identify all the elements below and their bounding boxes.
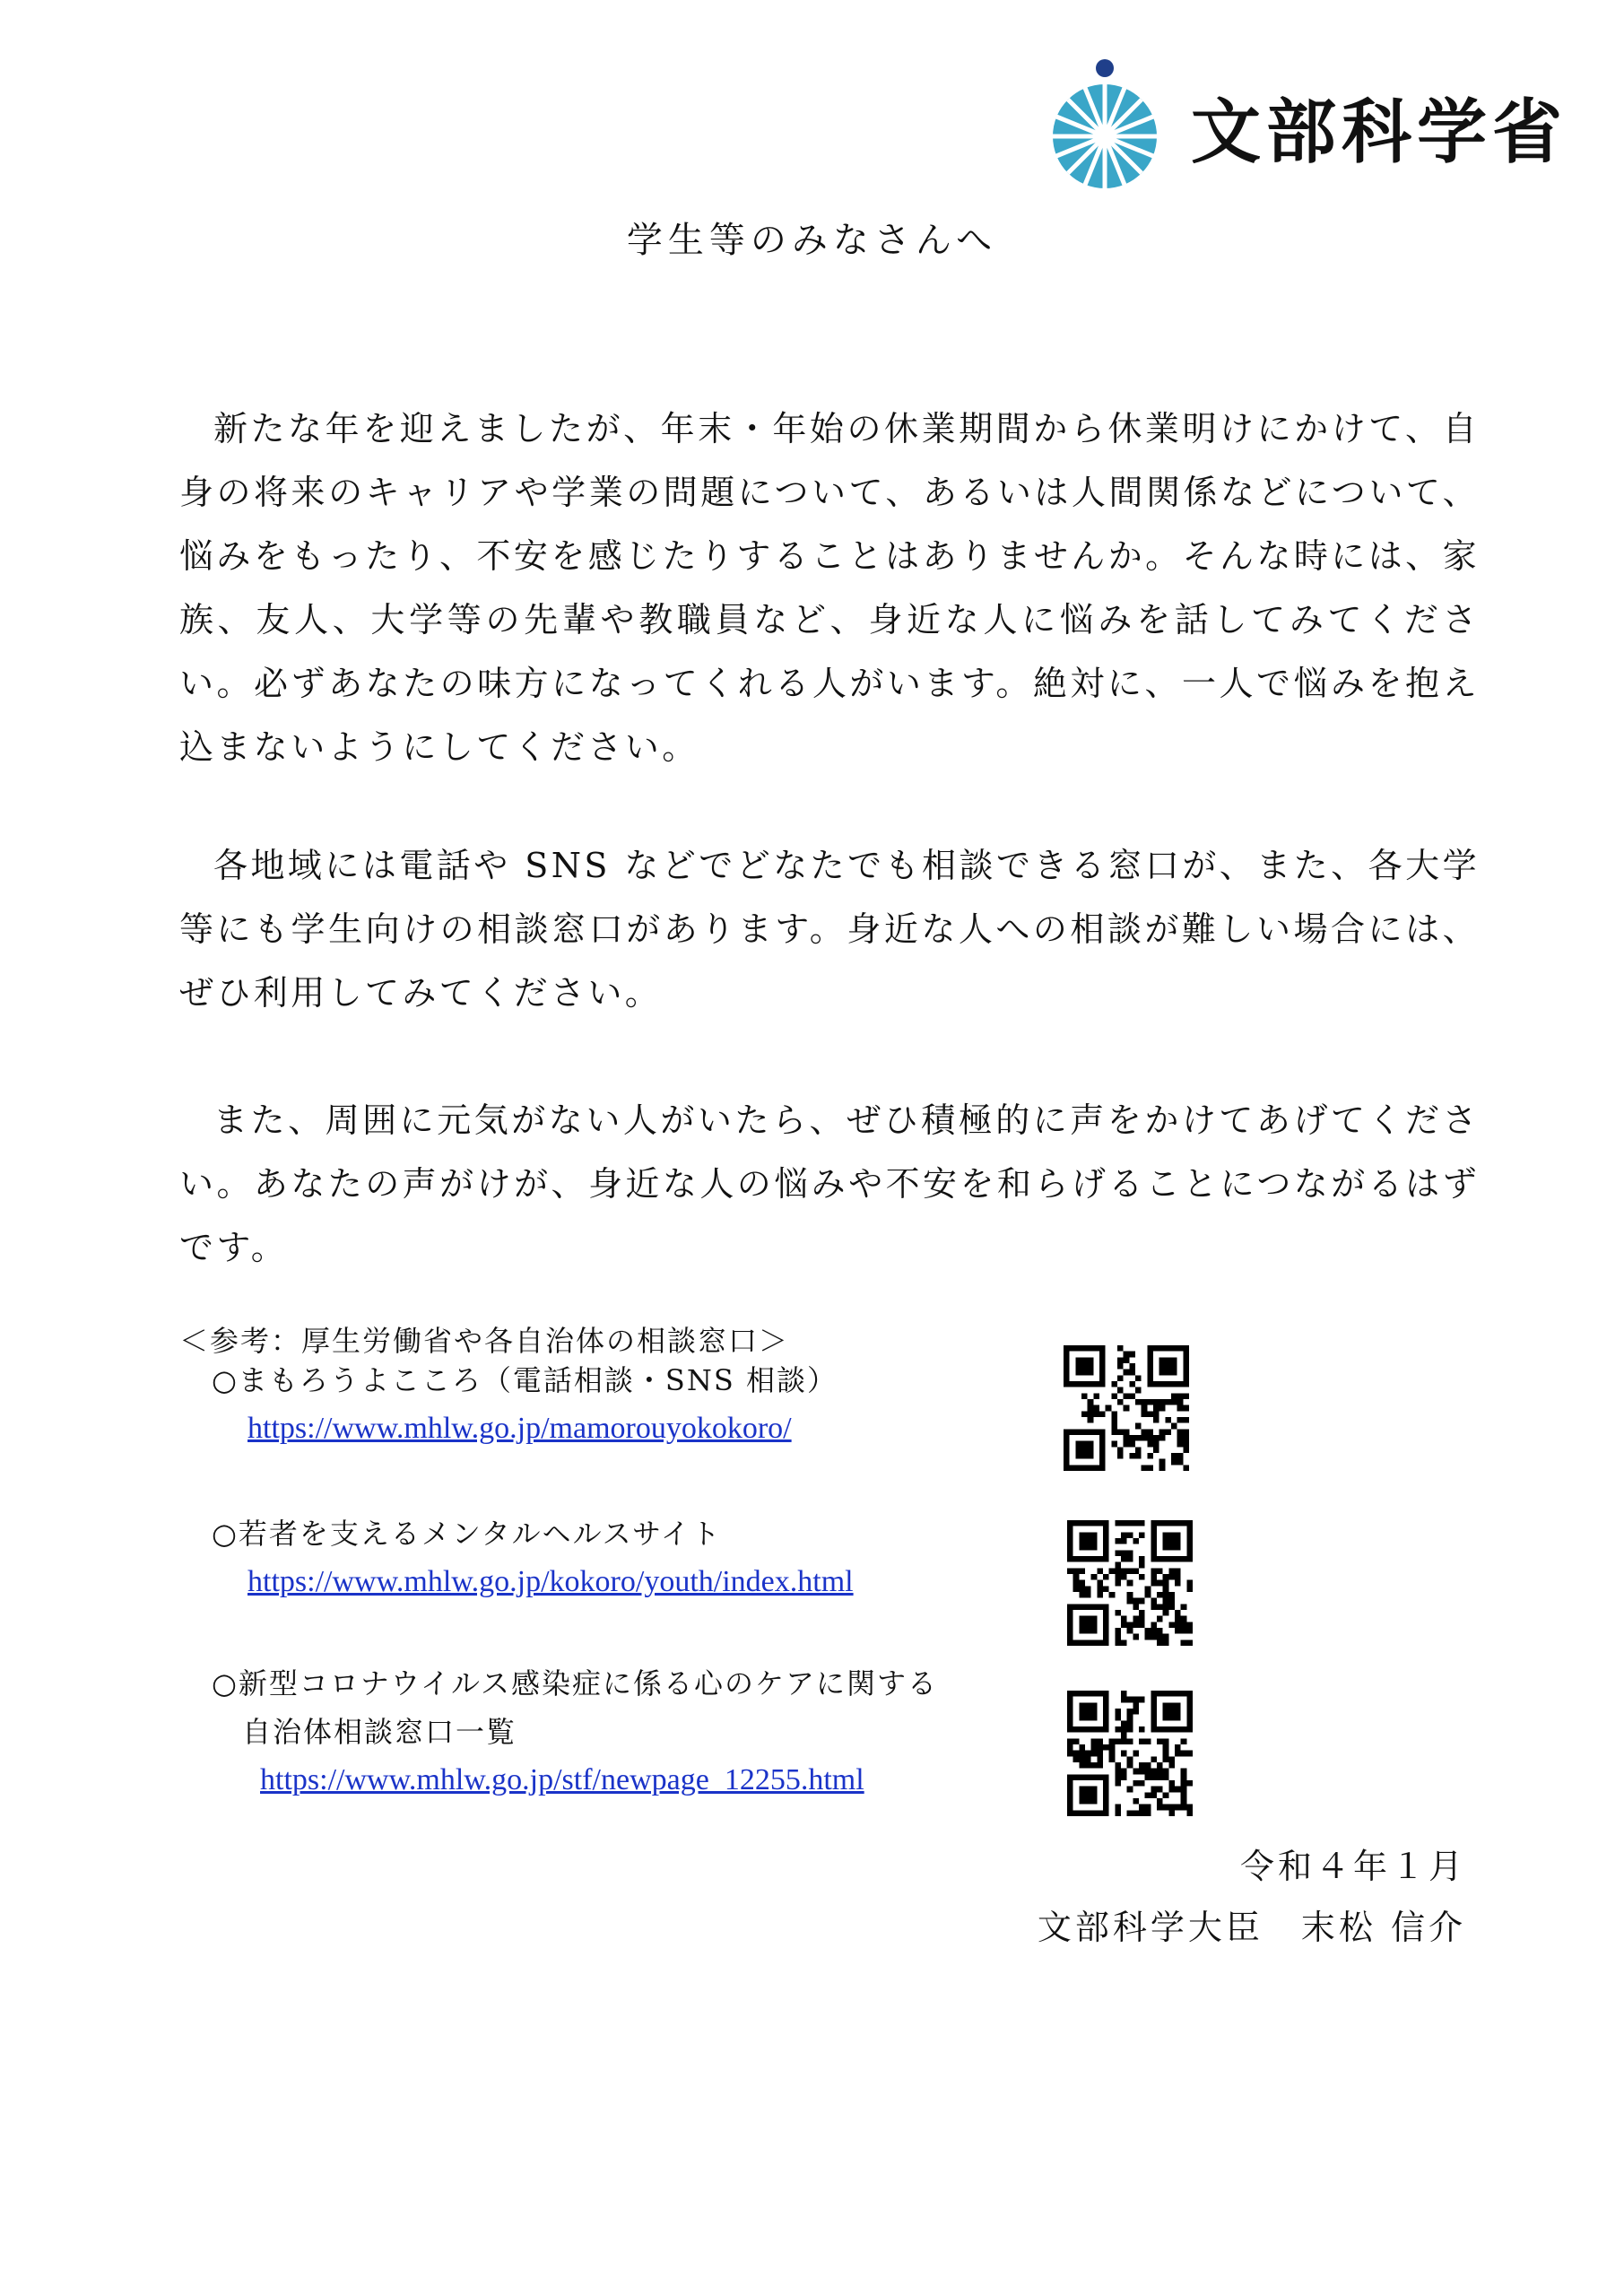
reference-item: [212, 1659, 1019, 1805]
reference-link[interactable]: https://www.mhlw.go.jp/kokoro/youth/index.html: [248, 1565, 854, 1598]
paragraph-2: 各地域には電話や SNS などでどなたでも相談できる窓口が、また、各大学等にも学生向けの相談窓口があります。身近な人への相談が難しい場合には、ぜひ利用してみてください。: [179, 846, 1480, 1013]
reference-item: [212, 1356, 1019, 1453]
paragraph-1: 新たな年を迎えましたが、年末・年始の休業期間から休業明けにかけて、自身の将来のキャリアや学業の問題について、あるいは人間関係などについて、悩みをもったり、不安を感じたりすることはありませんか。そんな時には、家族、友人、大学等の先輩や教職員など、身近な人に悩みを話してみてください。必ずあなたの味方になってくれる人がいます。絶対に、一人で悩みを抱え込まないようにしてください。: [179, 409, 1480, 767]
reference-label-continued: 自治体相談窓口一覧: [242, 1715, 517, 1749]
mext-logo: [1047, 59, 1568, 194]
mext-emblem-icon: [1047, 59, 1175, 194]
signer: 文部科学大臣 末松 信介: [1037, 1908, 1466, 1947]
qr-code-icon[interactable]: [1067, 1691, 1193, 1816]
page-title: 学生等のみなさんへ: [626, 220, 998, 261]
logo-text: 文部科学省: [1191, 92, 1568, 173]
reference-item: [212, 1509, 1019, 1606]
reference-link[interactable]: https://www.mhlw.go.jp/mamorouyokokoro/: [248, 1412, 792, 1445]
reference-label: ○若者を支えるメンタルヘルスサイト: [212, 1517, 722, 1551]
qr-code-icon[interactable]: [1067, 1520, 1193, 1646]
references-heading: ＜参考：厚生労働省や各自治体の相談窓口＞: [179, 1324, 790, 1358]
reference-link[interactable]: https://www.mhlw.go.jp/stf/newpage_12255.html: [260, 1763, 864, 1796]
qr-code-icon[interactable]: [1064, 1345, 1189, 1471]
reference-label: ○まもろうよこころ（電話相談・SNS 相談）: [212, 1363, 838, 1397]
reference-label: ○新型コロナウイルス感染症に係る心のケアに関する: [212, 1666, 939, 1700]
paragraph-3: また、周囲に元気がない人がいたら、ぜひ積極的に声をかけてあげてください。あなたの声がけが、身近な人の悩みや不安を和らげることにつながるはずです。: [179, 1100, 1480, 1267]
issue-date: 令和４年１月: [1239, 1847, 1466, 1886]
